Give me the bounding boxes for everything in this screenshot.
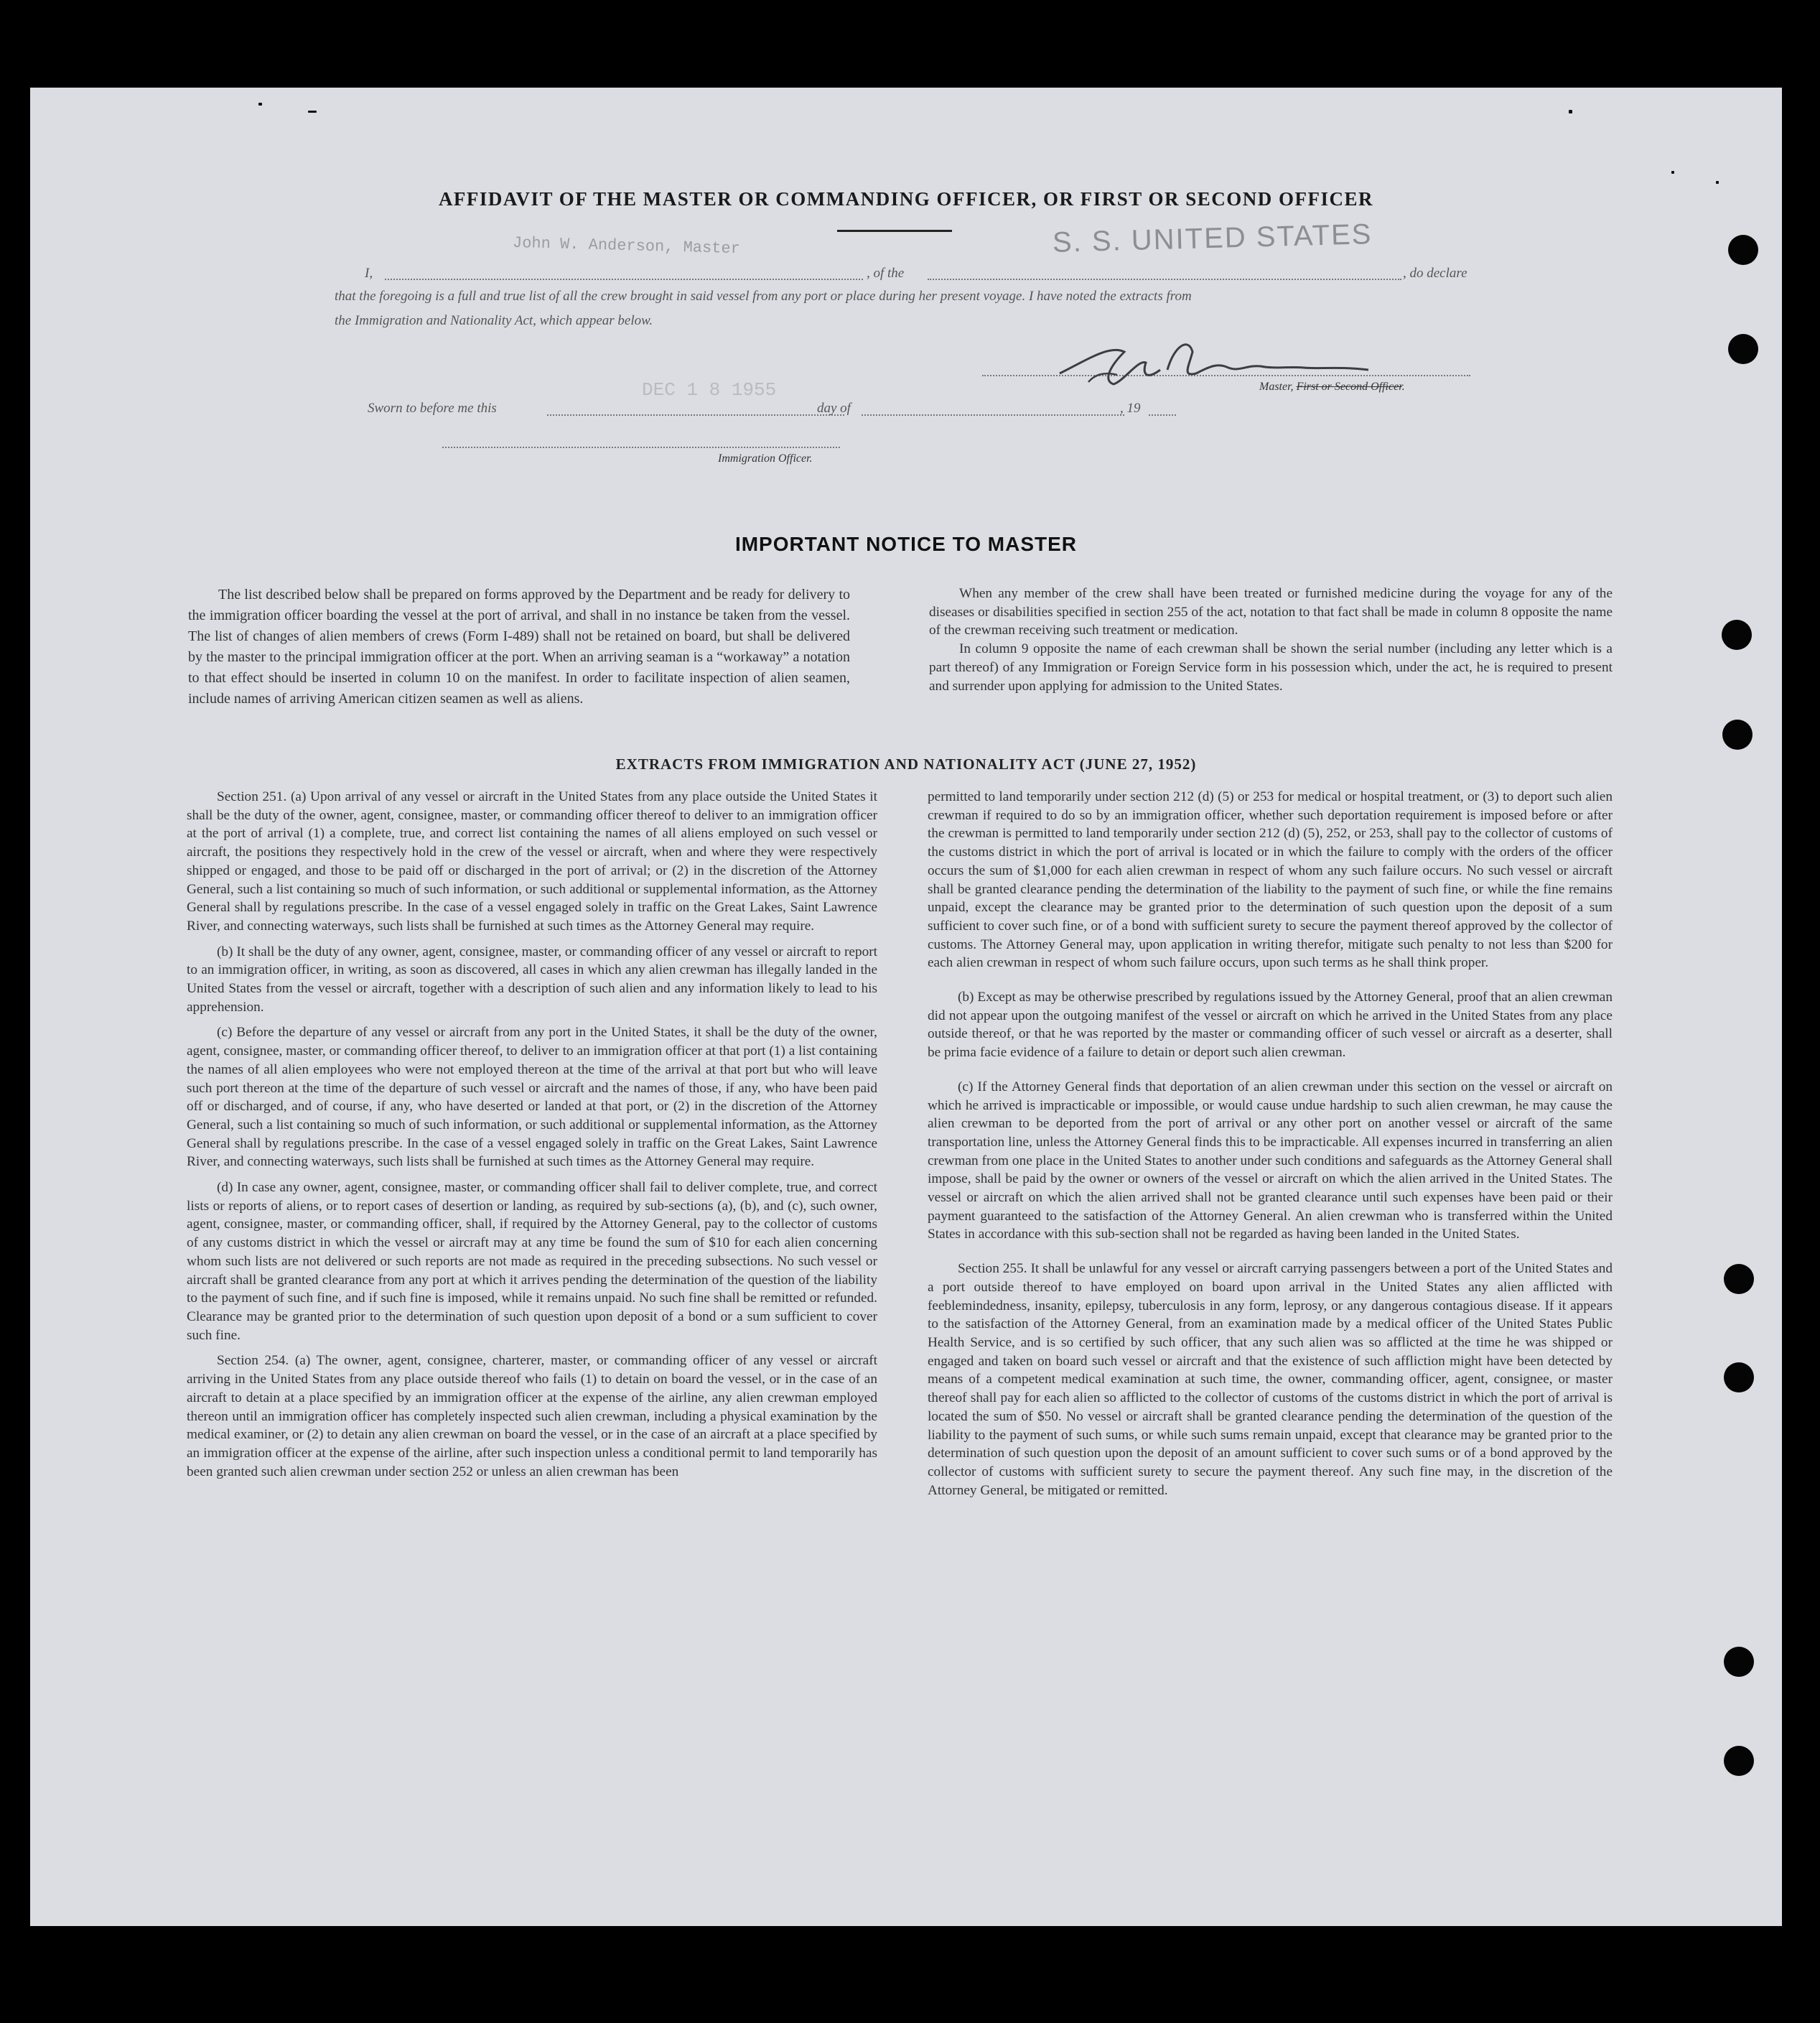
officer-label: Immigration Officer. [718,452,813,465]
extracts-left-column [187,788,877,1488]
vessel-name-stamp: S. S. UNITED STATES [1052,218,1373,259]
notice-right-paragraph-1: When any member of the crew shall have been treated or furnished medicine during the voyage for any of the diseases or disabilities specified in section 255 of the act, notation to that fact shall be made in column 8 opposite the name of the crewman receiving such treatment or medication. [929,586,1613,638]
notice-left-column [188,585,850,717]
extract-section-251a: Section 251. (a) Upon arrival of any vessel or aircraft in the United States from any place outside the United States it shall be the duty of the owner, agent, consignee, master, or commanding officer thereof to deliver to an immigration officer at the port of arrival (1) a complete, true, and correct list containing the names of all aliens employed on such vessel or aircraft, the positions they respectively hold in the crew of the vessel or aircraft, when and where they were respectively shipped or engaged, and those to be paid off or discharged in the port of arrival; or (2) in the discretion of the Attorney General, such a list containing so much of such information, or such additional or supplemental information, as the Attorney General shall by regulations prescribe. In the case of a vessel engaged solely in traffic on the Great Lakes, Saint Lawrence River, and connecting waterways, such lists shall be furnished at such times as the Attorney General may require. [187,789,877,934]
notice-right-column [929,585,1613,702]
extract-section-254a-cont: permitted to land temporarily under section 212 (d) (5) or 253 for medical or hospital treatment, or (3) to deport such alien crewman if required to do so by an immigration officer, whether such deportation requirement is imposed before or after the crewman is permitted to land temporarily under section 212 (d) (5), 252, or 253, shall pay to the collector of customs of the customs district in which the port of arrival is located or in which the failure to comply with the orders of the officer occurs the sum of $1,000 for each alien crewman in respect of whom any such failure occurs. No such vessel or aircraft shall be granted clearance pending the determination of the liability to the payment of such fine, or while the fine remains unpaid, except the clearance may be granted prior to the determination of such question upon the deposit of a sum sufficient to cover such fine, or of a bond with sufficient surety to secure the payment thereof approved by the collector of customs. The Attorney General may, upon application in writing therefor, mitigate such penalty to not less than $200 for each alien crewman in respect of whom such failure occurs, upon such terms as he shall think proper. [928,789,1613,971]
affidavit-title: AFFIDAVIT OF THE MASTER OR COMMANDING OFFICER, OR FIRST OR SECOND OFFICER [438,188,1374,210]
extract-section-251d: (d) In case any owner, agent, consignee, master, or commanding officer shall fail to deliver complete, true, and correct lists or reports of aliens, or to report cases of desertion or landing, as required by sub-sections (a), (b), and (c), such owner, agent, consignee, master, or commanding officer, shall, if required by the Attorney General, pay to the collector of customs of any customs district in which the vessel or aircraft may at any time be found the sum of $10 for each alien concerning whom such lists are not delivered or such reports are not made as required in the preceding subsections. No such vessel or aircraft shall be granted clearance from any port at which it arrives pending the determination of the question of the liability to the payment of such fine, and if such fine is imposed, while it remains unpaid. No such fine shall be remitted or refunded. Clearance may be granted prior to the determination of such question upon deposit of a bond or a sum sufficient to cover such fine. [187,1180,877,1343]
binder-hole [1728,235,1758,265]
scan-speck [1671,171,1674,174]
binder-hole [1724,1746,1754,1776]
signer-title [1259,381,1405,394]
sworn-year-fill [1149,414,1176,416]
title-rule [837,230,952,232]
notice-left-paragraph: The list described below shall be prepared on forms approved by the Department and be ready for delivery to the immigration officer boarding the vessel at the port of arrival, and shall in no instance be taken from the vessel. The list of changes of alien members of crews (Form I-489) shall not be retained on board, but shall be delivered by the master to the principal immigration officer at the port. When an arriving seaman is a “workaway” a notation to that effect should be inserted in column 10 on the manifest. In order to facilitate inspection of alien seamen, include names of arriving American citizen seamen as well as aliens. [188,587,850,707]
vessel-fill-line [928,279,1401,280]
name-fill-line [385,279,863,280]
affidavit-i-label: I, [365,266,373,281]
extract-section-254c: (c) If the Attorney General finds that deportation of an alien crewman under this section on the vessel or aircraft on which he arrived is impracticable or impossible, or would cause undue hardship to such alien crewman, he may cause the alien crewman to be deported from the port of arrival or any other port on another vessel or aircraft of the same transportation line, unless the Attorney General finds this to be impracticable. All expenses incurred in transferring an alien crewman from one place in the United States to another under such conditions and safeguards as the Attorney General shall impose, shall be paid by the owner or owners of the vessel or aircraft on which the alien arrived in the United States. The vessel or aircraft on which the alien arrived shall not be granted clearance until such expenses have been paid or their payment guaranteed to the satisfaction of the Attorney General. An alien crewman who is transferred within the United States in accordance with this sub-section shall not be regarded as having been landed in the United States. [928,1079,1613,1242]
scan-speck [1716,181,1719,184]
signer-title-master: Master, [1259,381,1294,393]
scan-speck [258,103,262,106]
extract-section-251b: (b) It shall be the duty of any owner, agent, consignee, master, or commanding officer of any vessel or aircraft to report to an immigration officer, in writing, as soon as discovered, all cases in which any alien crewman has illegally landed in the United States from the vessel or aircraft, together with a description of such alien and any information likely to lead to his apprehension. [187,944,877,1015]
notice-right-paragraph-2: In column 9 opposite the name of each crewman shall be shown the serial number (including any letter which is a part thereof) of any Immigration or Foreign Service form in his possession which, under the act, he is required to present and surrender upon applying for admission to the United States. [929,641,1613,694]
document-page [30,88,1782,1926]
affidavit-statement-1: that the foregoing is a full and true list of all the crew brought in said vessel from any port or place during her present voyage. I have noted the extracts from [335,289,1192,304]
do-declare-label: , do declare [1403,266,1467,281]
date-stamp: DEC 1 8 1955 [642,379,777,401]
extract-section-254a: Section 254. (a) The owner, agent, consignee, charterer, master, or commanding officer of any vessel or aircraft arriving in the United States from any place outside thereof who fails (1) to detain on board the vessel, or in the case of an aircraft to detain at a place specified by an immigration officer at the expense of the airline, any alien crewman employed thereon until an immigration officer has completely inspected such alien crewman, including a physical examination by the medical examiner, or (2) to detain any alien crewman on board the vessel, or in the case of an aircraft at a place specified by an immigration officer at the expense of the airline, after such inspection unless a conditional permit to land temporarily has been granted such alien crewman under section 252 or unless an alien crewman has been [187,1353,877,1479]
extract-section-254b: (b) Except as may be otherwise prescribed by regulations issued by the Attorney General, proof that an alien crewman did not appear upon the outgoing manifest of the vessel or aircraft on which he arrived in the United States from any place outside thereof, or that he was reported by the master or commanding officer of such vessel or aircraft as a deserter, shall be prima facie evidence of a failure to detain or deport such alien crewman. [928,990,1613,1061]
officer-signature-line [442,447,840,448]
signer-title-struck: First or Second Officer [1296,381,1402,393]
sworn-day-fill [547,414,844,416]
signer-title-end: . [1401,381,1405,393]
affidavit-statement-2: the Immigration and Nationality Act, which appear below. [335,313,653,328]
binder-hole [1724,1362,1754,1392]
scan-speck [1569,110,1572,113]
extract-section-251c: (c) Before the departure of any vessel or aircraft from any port in the United States, it shall be the duty of the owner, agent, consignee, master, or commanding officer thereof, to deliver to an immigration officer at that port (1) a list containing the names of all alien employees who were not employed thereon at the time of the arrival at that port but who will leave such port thereon at the time of the departure of such vessel or aircraft and the names of those, if any, who have been paid off or discharged, and of course, if any, who have deserted or landed at that port, or (2) in the discretion of the Attorney General, such a list containing so much of such information, or such additional or supplemental information, as the Attorney General shall by regulations prescribe. In the case of a vessel engaged solely in traffic on the Great Lakes, Saint Lawrence River, and connecting waterways, such lists shall be furnished at such times as the Attorney General may require. [187,1025,877,1170]
binder-hole [1722,720,1753,750]
extracts-right-column [928,788,1613,1507]
binder-hole [1722,620,1752,650]
sworn-label: Sworn to before me this [368,401,497,416]
of-the-label: , of the [867,266,905,281]
sworn-month-fill [862,414,1124,416]
notice-title: IMPORTANT NOTICE TO MASTER [734,533,1078,555]
year-label: , 19 [1120,401,1141,416]
binder-hole [1724,1647,1754,1677]
binder-hole [1728,334,1758,364]
day-of-label: day of [817,401,851,416]
extracts-title: EXTRACTS FROM IMMIGRATION AND NATIONALITY ACT (JUNE 27, 1952) [615,755,1197,773]
scan-speck [308,111,317,113]
extract-section-255: Section 255. It shall be unlawful for any vessel or aircraft carrying passengers between a port of the United States and a port outside thereof to have employed on board upon arrival in the United States any alien afflicted with feeblemindedness, insanity, epilepsy, tuberculosis in any form, leprosy, or any dangerous contagious disease. If it appears to the satisfaction of the Attorney General, from an examination made by a medical officer of the United States Public Health Service, and is so certified by such officer, that any such alien was so afflicted at the time he was shipped or engaged and taken on board such vessel or aircraft and that the existence of such affliction might have been detected by means of a competent medical examination at such time, the owner, commanding officer, agent, consignee, or master thereof shall pay for each alien so afflicted to the collector of customs of the customs district in which the port of arrival is located the sum of $50. No vessel or aircraft shall be granted clearance pending the determination of the question of the liability to the payment of such sums, or while such sums remain unpaid, except that clearance may be granted prior to the determination of such question upon the deposit of an amount sufficient to cover such sums or of a bond approved by the collector of customs with sufficient surety to secure the payment thereof. Any such fine may, in the discretion of the Attorney General, be mitigated or remitted. [928,1261,1613,1498]
binder-hole [1724,1264,1754,1294]
typed-master-name: John W. Anderson, Master [512,233,741,259]
